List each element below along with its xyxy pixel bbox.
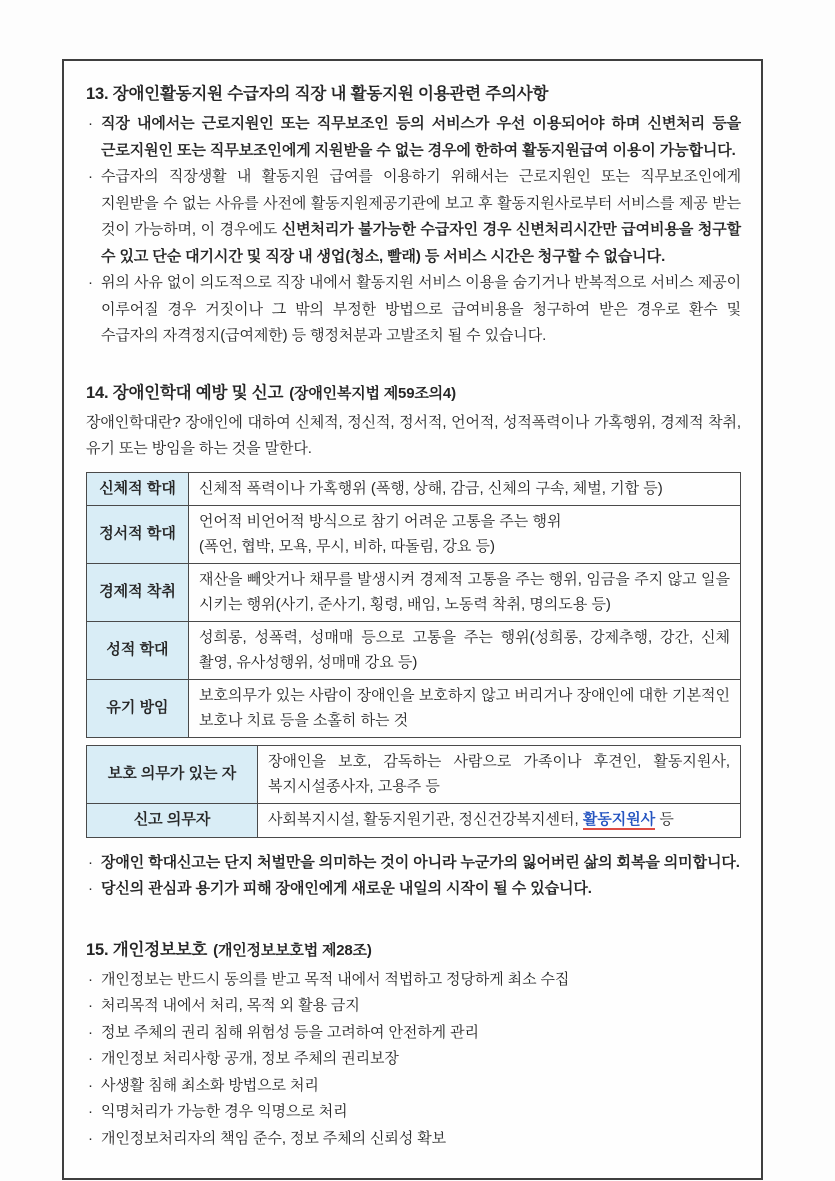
abuse-definition-text: 장애인학대란? 장애인에 대하여 신체적, 정신적, 정서적, 언어적, 성적폭력이나 가혹행위, 경제적 착취, 유기 또는 방임을 하는 것을 말한다. xyxy=(86,413,741,457)
table-row xyxy=(87,804,741,838)
table-row xyxy=(87,472,741,506)
abuse-type-desc-cell: 신체적 폭력이나 가혹행위 (폭행, 상해, 감금, 신체의 구속, 체벌, 기합 등) xyxy=(189,472,741,506)
abuse-report-notes xyxy=(86,850,741,903)
bullet-icon: · xyxy=(88,970,93,988)
notice-bullet-penalty xyxy=(86,270,741,350)
privacy-bullet xyxy=(86,967,741,994)
desc-line: 언어적 비언어적 방식으로 참기 어려운 고통을 주는 행위 xyxy=(199,513,562,530)
desc-suffix: 등 xyxy=(655,811,674,828)
bullet-icon: · xyxy=(88,1076,93,1094)
duty-label-cell: 보호 의무가 있는 자 xyxy=(87,746,258,804)
section-13-heading: 13. 장애인활동지원 수급자의 직장 내 활동지원 이용관련 주의사항 xyxy=(86,85,549,103)
bullet-icon: · xyxy=(88,1103,93,1120)
table-row xyxy=(87,622,741,680)
duty-holder-table xyxy=(86,745,741,838)
table-row xyxy=(87,746,741,804)
bullet-text: 장애인 학대신고는 단지 처벌만을 의미하는 것이 아니라 누군가의 잃어버린 삶의 회복을 의미합니다. xyxy=(101,853,740,871)
privacy-principles-list xyxy=(86,967,741,1153)
duty-desc-cell: 장애인을 보호, 감독하는 사람으로 가족이나 후견인, 활동지원사, 복지시설종사자, 고용주 등 xyxy=(258,746,741,804)
table-row xyxy=(87,506,741,564)
abuse-type-desc-cell: 성희롱, 성폭력, 성매매 등으로 고통을 주는 행위(성희롱, 강제추행, 강간, 신체 촬영, 유사성행위, 성매매 강요 등) xyxy=(189,622,741,680)
table-row xyxy=(87,680,741,738)
bullet-icon: · xyxy=(88,274,93,291)
bullet-icon: · xyxy=(88,997,93,1014)
activity-supporter-link[interactable]: 활동지원사 xyxy=(582,811,656,828)
desc-prefix: 사회복지시설, 활동지원기관, 정신건강복지센터, xyxy=(268,811,583,828)
privacy-bullet xyxy=(86,1020,741,1047)
bullet-icon: · xyxy=(88,880,93,897)
bullet-text: 사생활 침해 최소화 방법으로 처리 xyxy=(101,1076,319,1094)
section-15 xyxy=(86,937,741,1153)
privacy-bullet xyxy=(86,1126,741,1153)
bullet-text: 직장 내에서는 근로지원인 또는 직무보조인 등의 서비스가 우선 이용되어야 하며 신변처리 등을 근로지원인 또는 직무보조인에게 지원받을 수 없는 경우에 한하여 활동지원급여 이용이 가능합니다. xyxy=(101,115,741,159)
section-14-heading xyxy=(86,380,741,407)
section-13 xyxy=(86,81,741,350)
section-15-heading-main: 15. 개인정보보호 xyxy=(86,940,208,959)
privacy-bullet xyxy=(86,993,741,1020)
table-row xyxy=(87,564,741,622)
abuse-type-label-cell: 정서적 학대 xyxy=(87,506,189,564)
privacy-bullet xyxy=(86,1073,741,1100)
abuse-type-label-cell: 경제적 착취 xyxy=(87,564,189,622)
section-14-heading-law-ref: (장애인복지법 제59조의4) xyxy=(289,384,456,402)
bullet-icon: · xyxy=(88,168,93,185)
bullet-text-bold: 신변처리가 불가능한 수급자인 경우 신변처리시간만 급여비용을 청구할 수 있고 단순 대기시간 및 직장 내 생업(청소, 빨래) 등 서비스 시간은 청구할 수 없습니다. xyxy=(101,221,741,265)
bullet-text: 당신의 관심과 용기가 피해 장애인에게 새로운 내일의 시작이 될 수 있습니다. xyxy=(101,880,592,897)
notice-bullet-report-procedure xyxy=(86,164,741,270)
duty-desc-cell xyxy=(258,804,741,838)
bullet-text: 정보 주체의 권리 침해 위험성 등을 고려하여 안전하게 관리 xyxy=(101,1023,479,1041)
abuse-type-desc-cell: 보호의무가 있는 사람이 장애인을 보호하지 않고 버리거나 장애인에 대한 기본적인 보호나 치료 등을 소홀히 하는 것 xyxy=(189,680,741,738)
privacy-bullet xyxy=(86,1099,741,1126)
report-note-bullet xyxy=(86,850,741,877)
abuse-type-label-cell: 유기 방임 xyxy=(87,680,189,738)
privacy-bullet xyxy=(86,1046,741,1073)
bullet-icon: · xyxy=(88,1023,93,1041)
bullet-text-normal: 수급자의 직장생활 내 활동지원 급여를 이용하기 위해서는 근로지원인 또는 직무보조인에게 지원받을 수 없는 사유를 사전에 활동지원제공기관에 보고 후 활동지원사로부터 서비스를 제공 받는 것이 가능하며, 이 경우에도 xyxy=(101,168,741,238)
bullet-text: 개인정보 처리사항 공개, 정보 주체의 권리보장 xyxy=(101,1050,399,1067)
bullet-text: 처리목적 내에서 처리, 목적 외 활용 금지 xyxy=(101,997,360,1014)
abuse-type-table xyxy=(86,472,741,739)
section-14 xyxy=(86,380,741,903)
bullet-icon: · xyxy=(88,115,93,132)
bullet-icon: · xyxy=(88,853,93,871)
bullet-text: 개인정보는 반드시 동의를 받고 목적 내에서 적법하고 정당하게 최소 수집 xyxy=(101,970,570,988)
section-14-heading-main: 14. 장애인학대 예방 및 신고 xyxy=(86,383,284,402)
abuse-type-label-cell: 신체적 학대 xyxy=(87,472,189,506)
document-page-frame xyxy=(62,59,763,1180)
bullet-text: 위의 사유 없이 의도적으로 직장 내에서 활동지원 서비스 이용을 숨기거나 반복적으로 서비스 제공이 이루어질 경우 거짓이나 그 밖의 부정한 방법으로 급여비용을 청구하여 받은 경우로 환수 및 수급자의 자격정지(급여제한) 등 행정처분과 고발조치 될 수 있습니다. xyxy=(101,274,741,344)
desc-line: (폭언, 협박, 모욕, 무시, 비하, 따돌림, 강요 등) xyxy=(199,537,496,555)
bullet-text: 익명처리가 가능한 경우 익명으로 처리 xyxy=(101,1103,348,1120)
abuse-type-desc-cell: 재산을 빼앗거나 채무를 발생시켜 경제적 고통을 주는 행위, 임금을 주지 않고 일을 시키는 행위(사기, 준사기, 횡령, 배임, 노동력 착취, 명의도용 등) xyxy=(189,564,741,622)
section-15-heading xyxy=(86,937,741,964)
report-note-bullet xyxy=(86,876,741,903)
abuse-type-desc-cell xyxy=(189,506,741,564)
duty-label-cell: 신고 의무자 xyxy=(87,804,258,838)
bullet-icon: · xyxy=(88,1129,93,1147)
section-15-heading-law-ref: (개인정보보호법 제28조) xyxy=(213,941,372,959)
abuse-type-label-cell: 성적 학대 xyxy=(87,622,189,680)
bullet-text: 개인정보처리자의 책임 준수, 정보 주체의 신뢰성 확보 xyxy=(101,1129,447,1147)
bullet-icon: · xyxy=(88,1050,93,1067)
notice-bullet-workplace-priority xyxy=(86,111,741,164)
